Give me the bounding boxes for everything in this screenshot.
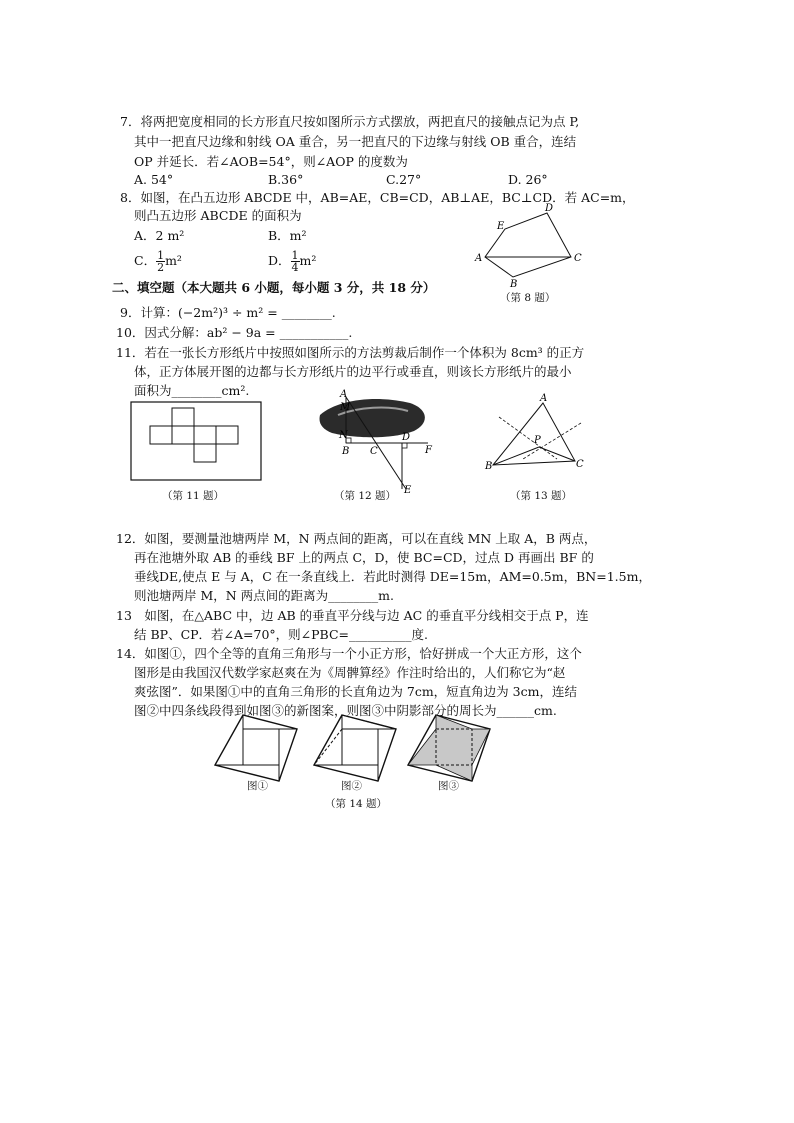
label-b: B bbox=[510, 279, 518, 290]
label-b: B bbox=[342, 446, 350, 457]
q8-option-d-prefix: D． bbox=[268, 253, 291, 268]
q11-line-3: 面积为________cm². bbox=[134, 383, 250, 398]
net-square bbox=[194, 444, 216, 462]
zhao-shuang-fig-2 bbox=[312, 713, 402, 783]
q13-line-1: 13 如图，在△ABC 中，边 AB 的垂直平分线与边 AC 的垂直平分线相交于点 P，连 bbox=[116, 608, 589, 623]
q8-option-c bbox=[134, 250, 182, 273]
q9-line: 9．计算：(−2m²)³ ÷ m² = ________. bbox=[120, 305, 336, 320]
label-e: E bbox=[404, 485, 412, 496]
section-fill-in-title: 二、填空题（本大题共 6 小题，每小题 3 分，共 18 分） bbox=[112, 280, 436, 295]
label-a: A bbox=[475, 253, 483, 264]
q10-line: 10．因式分解：ab² − 9a = ___________. bbox=[116, 325, 353, 340]
q7-option-b: B.36° bbox=[268, 172, 304, 187]
q8-caption: （第 8 题） bbox=[500, 292, 556, 304]
q11-line-2: 体，正方体展开图的边都与长方形纸片的边平行或垂直，则该长方形纸片的最小 bbox=[134, 364, 572, 379]
q14-line-4: 图②中四条线段得到如图③的新图案，则图③中阴影部分的周长为______cm. bbox=[134, 703, 557, 718]
fraction-suffix: m² bbox=[299, 253, 317, 268]
q11-caption: （第 11 题） bbox=[162, 490, 225, 502]
net-square bbox=[150, 426, 172, 444]
label-n: N bbox=[339, 430, 348, 441]
q13-triangle-figure bbox=[485, 395, 585, 475]
q12-caption: （第 12 题） bbox=[334, 490, 397, 502]
inner-square bbox=[243, 729, 279, 765]
label-p: P bbox=[534, 435, 541, 446]
q11-line-1: 11．若在一张长方形纸片中按照如图所示的方法剪裁后制作一个体积为 8cm³ 的正方 bbox=[116, 345, 585, 360]
fraction-denominator: 4 bbox=[291, 261, 299, 274]
q8-option-d bbox=[268, 250, 316, 273]
fraction-one-quarter bbox=[291, 250, 300, 273]
q8-pentagon-figure bbox=[475, 203, 595, 290]
q12-line-1: 12．如图，要测量池塘两岸 M，N 两点间的距离，可以在直线 MN 上取 A，B 两点， bbox=[116, 531, 597, 546]
fraction-denominator: 2 bbox=[157, 261, 165, 274]
fig1-label: 图① bbox=[247, 780, 268, 792]
q11-cube-net-figure bbox=[130, 401, 262, 481]
dashed-segment bbox=[314, 729, 342, 765]
label-d: D bbox=[545, 203, 554, 214]
q14-line-2: 图形是由我国汉代数学家赵爽在为《周髀算经》作注时给出的，人们称它为“赵 bbox=[134, 665, 566, 680]
fraction-numerator: 1 bbox=[291, 249, 299, 262]
outer-square bbox=[215, 715, 297, 781]
net-square bbox=[194, 426, 216, 444]
net-square bbox=[172, 408, 194, 426]
label-f: F bbox=[425, 445, 432, 456]
zhao-shuang-fig-1 bbox=[213, 713, 303, 783]
q7-option-c: C.27° bbox=[386, 172, 422, 187]
q8-option-b: B．m² bbox=[268, 228, 307, 243]
label-c: C bbox=[574, 253, 582, 264]
q13-caption: （第 13 题） bbox=[510, 490, 573, 502]
fig3-label: 图③ bbox=[438, 780, 459, 792]
outer-square bbox=[314, 715, 396, 781]
q7-option-a: A. 54° bbox=[134, 172, 174, 187]
q12-line-2: 再在池塘外取 AB 的垂线 BF 上的两点 C，D，使 BC=CD，过点 D 再画出 BF 的 bbox=[134, 550, 594, 565]
q14-caption: （第 14 题） bbox=[325, 798, 388, 810]
label-a: A bbox=[540, 393, 548, 404]
q13-line-2: 结 BP、CP．若∠A=70°，则∠PBC=__________度. bbox=[134, 627, 428, 642]
inner-square bbox=[342, 729, 378, 765]
q8-line-1: 8．如图，在凸五边形 ABCDE 中，AB=AE，CB=CD，AB⊥AE，BC⊥CD．若 AC=m， bbox=[120, 190, 635, 205]
q7-line-2: 其中一把直尺边缘和射线 OA 重合，另一把直尺的下边缘与射线 OB 重合，连结 bbox=[134, 134, 577, 149]
fig2-label: 图② bbox=[341, 780, 362, 792]
right-angle-mark bbox=[402, 443, 407, 448]
label-d: D bbox=[402, 432, 411, 443]
label-m: M bbox=[340, 402, 351, 413]
bisector-ab bbox=[499, 417, 557, 459]
q7-option-d: D. 26° bbox=[508, 172, 548, 187]
q7-line-3: OP 并延长．若∠AOB=54°，则∠AOP 的度数为 bbox=[134, 154, 408, 169]
fraction-one-half bbox=[156, 250, 165, 273]
label-c: C bbox=[576, 459, 584, 470]
label-a: A bbox=[340, 389, 348, 400]
q14-line-1: 14．如图①，四个全等的直角三角形与一个小正方形，恰好拼成一个大正方形，这个 bbox=[116, 646, 582, 661]
zhao-shuang-fig-3 bbox=[406, 713, 496, 783]
q7-line-1: 7．将两把宽度相同的长方形直尺按如图所示方式摆放，两把直尺的接触点记为点 P, bbox=[120, 114, 580, 129]
net-square bbox=[172, 426, 194, 444]
q14-line-3: 爽弦图”．如果图①中的直角三角形的长直角边为 7cm，短直角边为 3cm，连结 bbox=[134, 684, 577, 699]
shaded-region bbox=[408, 715, 490, 781]
net-square bbox=[216, 426, 238, 444]
q8-option-a: A．2 m² bbox=[134, 228, 185, 243]
fraction-numerator: 1 bbox=[157, 249, 165, 262]
fraction-suffix: m² bbox=[165, 253, 182, 268]
label-c: C bbox=[370, 446, 378, 457]
q8-option-c-prefix: C． bbox=[134, 253, 157, 268]
label-e: E bbox=[497, 221, 505, 232]
q12-line-4: 则池塘两岸 M，N 两点间的距离为________m. bbox=[134, 588, 395, 603]
label-b: B bbox=[485, 461, 493, 472]
q8-line-2: 则凸五边形 ABCDE 的面积为 bbox=[134, 208, 302, 223]
q12-line-3: 垂线DE,使点 E 与 A，C 在一条直线上．若此时测得 DE=15m，AM=0.5m，BN=1.5m， bbox=[134, 569, 651, 584]
